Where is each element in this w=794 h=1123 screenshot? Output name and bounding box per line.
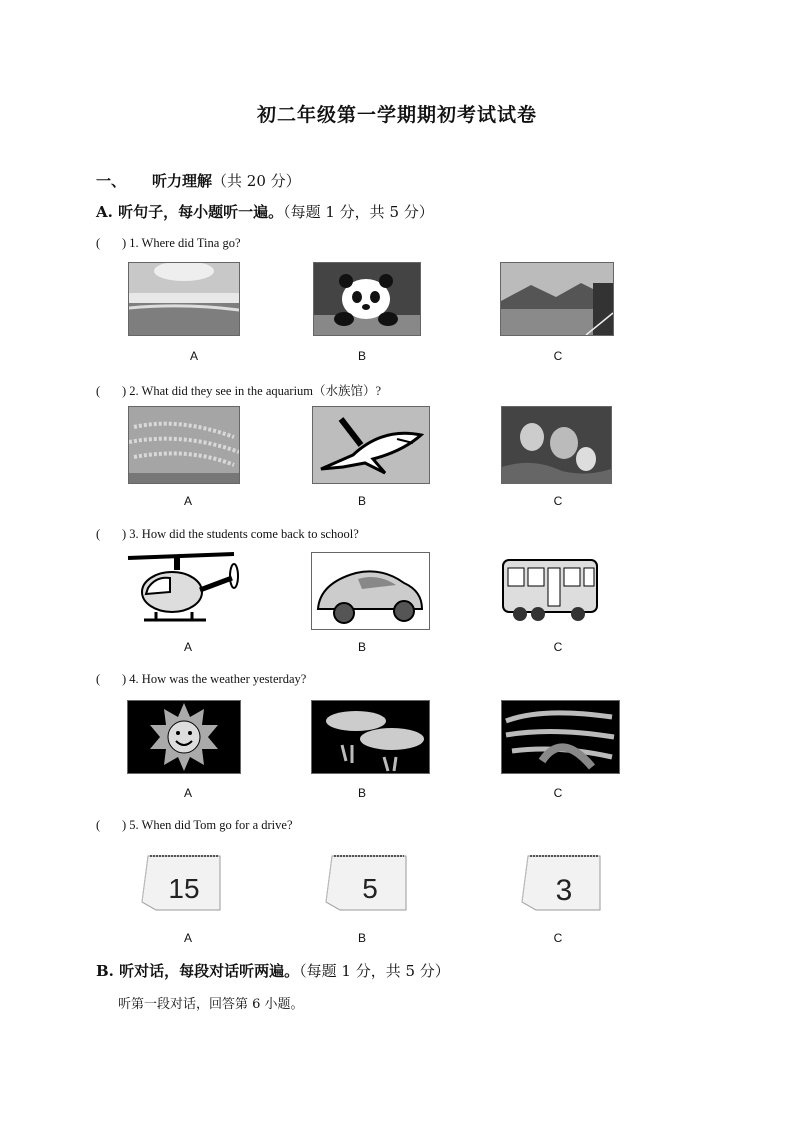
panda-image [313,262,421,336]
helicopter-image [126,552,240,628]
section-number: 一、 [96,172,127,190]
option-label: A [183,931,192,945]
option-label: B [357,349,366,363]
answer-paren: ( [96,818,101,832]
beach-image [128,262,240,336]
car-image [311,552,430,630]
calendar-5-image [324,852,410,912]
option-label: A [183,786,192,800]
lake-image [500,262,614,336]
question-text: ) 2. What did they see in the aquarium（水族馆）? [122,384,382,398]
page-title: 初二年级第一学期期初考试试卷 [256,104,537,126]
bus-image [500,552,600,628]
option-label: C [553,349,563,363]
question-text: ) 5. When did Tom go for a drive? [122,818,293,832]
dialogue-instruction: 听第一段对话，回答第 6 小题。 [118,997,304,1012]
option-label: B [357,640,366,654]
section-heading [96,170,301,191]
option-label: C [553,786,563,800]
question-3 [96,527,359,542]
option-label: B [357,931,366,945]
sunny-image [127,700,241,774]
option-label: A [183,494,192,508]
part-a-heading [96,201,434,222]
section-score: （共 20 分） [212,172,301,190]
calendar-3-image [520,852,604,912]
fish-school-image [128,406,240,484]
shark-image [312,406,430,484]
option-label: B [357,494,366,508]
option-label: C [553,494,563,508]
option-label: A [183,640,192,654]
calendar-number: 3 [555,874,573,907]
answer-paren: ( [96,384,101,398]
question-2 [96,381,381,399]
cloudy-image [311,700,430,774]
answer-paren: ( [96,236,101,250]
question-5 [96,818,293,833]
question-1 [96,236,241,251]
part-a-label: A. 听句子，每小题听一遍。 [96,203,284,221]
part-b-note: （每题 1 分，共 5 分） [299,962,450,980]
question-text: ) 3. How did the students come back to school? [122,527,359,541]
calendar-number: 5 [362,873,378,904]
question-text: ) 1. Where did Tina go? [122,236,241,250]
option-label: B [357,786,366,800]
section-name: 听力理解 [152,172,213,190]
windy-image [501,700,620,774]
part-b-label: B. 听对话，每段对话听两遍。 [96,962,300,980]
part-a-note: （每题 1 分，共 5 分） [283,203,434,221]
answer-paren: ( [96,672,101,686]
answer-paren: ( [96,527,101,541]
calendar-15-image [140,852,224,912]
monkeys-image [501,406,612,484]
part-b-heading [96,960,450,981]
question-text: ) 4. How was the weather yesterday? [122,672,307,686]
option-label: C [553,640,563,654]
option-label: A [189,349,198,363]
question-4 [96,672,306,687]
option-label: C [553,931,563,945]
calendar-number: 15 [168,873,200,904]
